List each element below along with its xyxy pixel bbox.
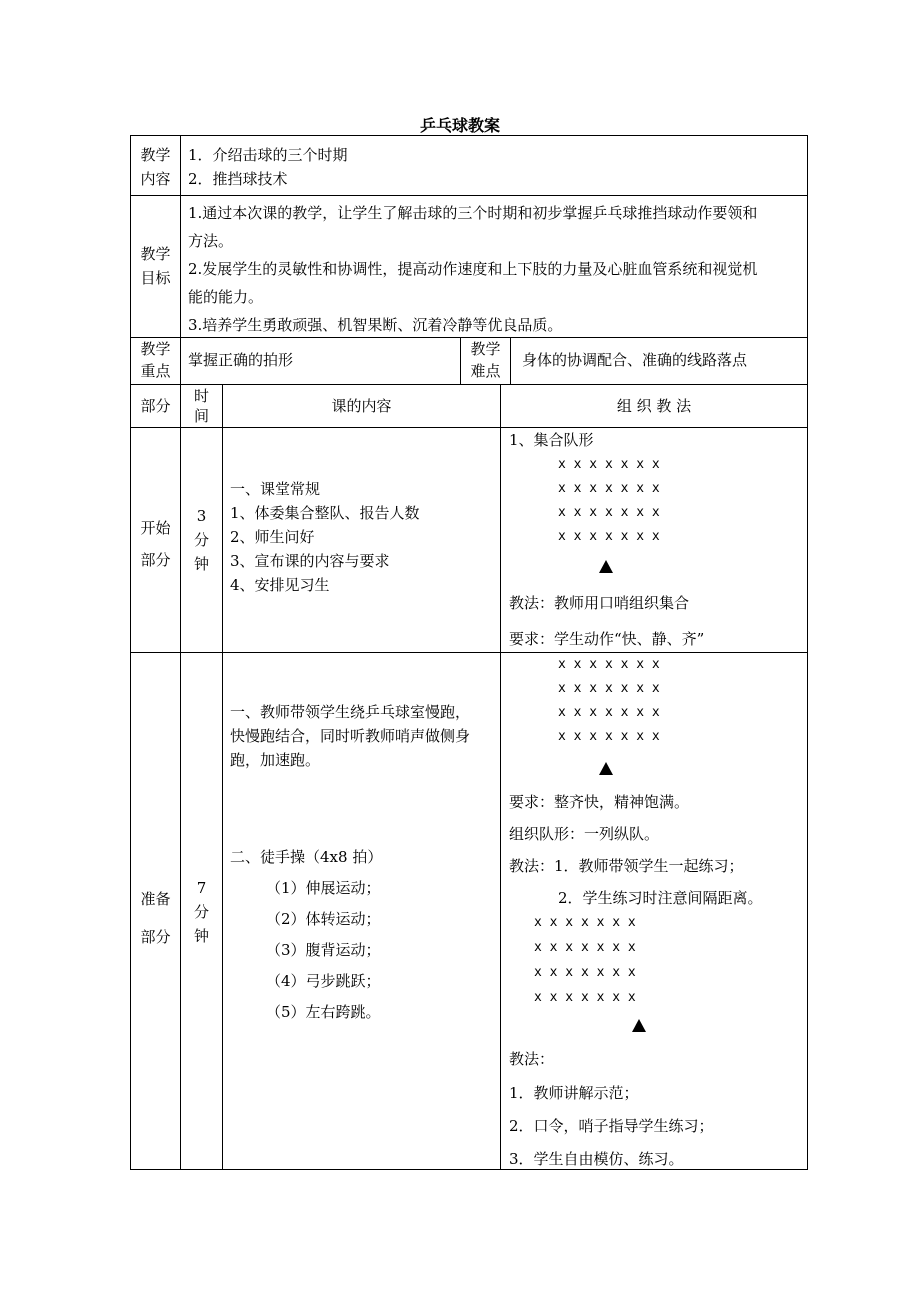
prep-formation1-row-4: x x x x x x x [558,729,660,744]
prep-run-line-3: 跑，加速跑。 [230,751,321,769]
prep-exercise-title: 二、徒手操（4x8 拍） [230,848,383,866]
start-content-line-4: 3、宣布课的内容与要求 [230,552,390,570]
prep-run-line-2: 快慢跑结合，同时听教师哨声做侧身 [230,727,471,745]
prep-method-note-1: 要求：整齐快，精神饱满。 [509,793,690,811]
difficulty-label-line2: 难点 [470,362,501,380]
content-label-line1: 教学 [140,146,171,164]
prep-method2-step-2: 2．口令，哨子指导学生练习； [509,1117,714,1135]
column-header-content: 课的内容 [331,397,392,415]
start-time-number: 3 [196,507,207,525]
start-part-label-line1: 开始 [140,519,171,537]
key-label-line1: 教学 [140,340,171,358]
teacher-position-triangle-2 [632,1019,646,1032]
prep-part-label-line1: 准备 [140,890,171,908]
prep-exercise-2: （2）体转运动； [266,910,381,928]
goals-line-3: 2.发展学生的灵敏性和协调性，提高动作速度和上下肢的力量及心脏血管系统和视觉机 [188,260,758,278]
document-title: 乒乓球教案 [419,116,500,135]
goals-line-4: 能的能力。 [188,288,264,306]
prep-formation1-row-3: x x x x x x x [558,705,660,720]
column-header-time-line2: 间 [193,407,209,425]
start-method-note-1: 教法：教师用口哨组织集合 [509,594,690,612]
content-item-1: 1．介绍击球的三个时期 [188,146,348,164]
prep-method-note-4: 2．学生练习时注意间隔距离。 [558,889,763,907]
start-formation-row-3: x x x x x x x [558,505,660,520]
content-label-line2: 内容 [140,170,171,188]
prep-method-note-3: 教法：1．教师带领学生一起练习； [509,857,744,875]
prep-formation2-row-1: x x x x x x x [534,915,636,930]
start-content-line-1: 一、课堂常规 [230,480,321,498]
start-formation-row-1: x x x x x x x [558,457,660,472]
column-header-method: 组 织 教 法 [616,397,692,415]
prep-formation2-row-2: x x x x x x x [534,940,636,955]
prep-exercise-5: （5）左右跨跳。 [266,1003,381,1021]
prep-formation1-row-1: x x x x x x x [558,657,660,672]
difficulty-value: 身体的协调配合、准确的线路落点 [522,351,748,369]
prep-formation1-row-2: x x x x x x x [558,681,660,696]
start-formation-row-4: x x x x x x x [558,529,660,544]
prep-part-label-line2: 部分 [140,928,171,946]
teacher-position-triangle [599,560,613,573]
column-header-part: 部分 [140,397,171,415]
goals-line-2: 方法。 [188,232,234,250]
prep-time-unit-1: 分 [193,903,209,921]
start-method-note-2: 要求：学生动作“快、静、齐” [509,630,705,648]
start-time-unit-2: 钟 [193,555,209,573]
prep-method2-heading: 教法： [509,1050,555,1068]
prep-run-line-1: 一、教师带领学生绕乒乓球室慢跑， [230,703,471,721]
goals-label-line2: 目标 [140,269,171,287]
start-method-heading: 1、集合队形 [509,431,594,449]
key-point-value: 掌握正确的拍形 [188,351,294,369]
prep-formation2-row-3: x x x x x x x [534,965,636,980]
goals-line-5: 3.培养学生勇敢顽强、机智果断、沉着冷静等优良品质。 [188,316,563,334]
start-content-line-2: 1、体委集合整队、报告人数 [230,504,420,522]
goals-line-1: 1.通过本次课的教学，让学生了解击球的三个时期和初步掌握乒乓球推挡球动作要领和 [188,204,758,222]
prep-formation2-row-4: x x x x x x x [534,990,636,1005]
column-header-time-line1: 时 [193,387,209,405]
start-content-line-3: 2、师生问好 [230,528,315,546]
key-label-line2: 重点 [140,362,171,380]
prep-exercise-4: （4）弓步跳跃； [266,972,381,990]
start-part-label-line2: 部分 [140,551,171,569]
prep-method-note-2: 组织队形：一列纵队。 [509,825,660,843]
prep-time-number: 7 [196,879,207,897]
start-formation-row-2: x x x x x x x [558,481,660,496]
teacher-position-triangle [599,762,613,775]
start-time-unit-1: 分 [193,531,209,549]
prep-time-unit-2: 钟 [193,927,209,945]
prep-exercise-1: （1）伸展运动； [266,879,381,897]
difficulty-label-line1: 教学 [470,340,501,358]
prep-method2-step-3: 3．学生自由模仿、练习。 [509,1150,684,1168]
goals-label-line1: 教学 [140,245,171,263]
prep-exercise-3: （3）腹背运动； [266,941,381,959]
prep-method2-step-1: 1．教师讲解示范； [509,1084,639,1102]
start-content-line-5: 4、安排见习生 [230,576,330,594]
content-item-2: 2．推挡球技术 [188,170,288,188]
